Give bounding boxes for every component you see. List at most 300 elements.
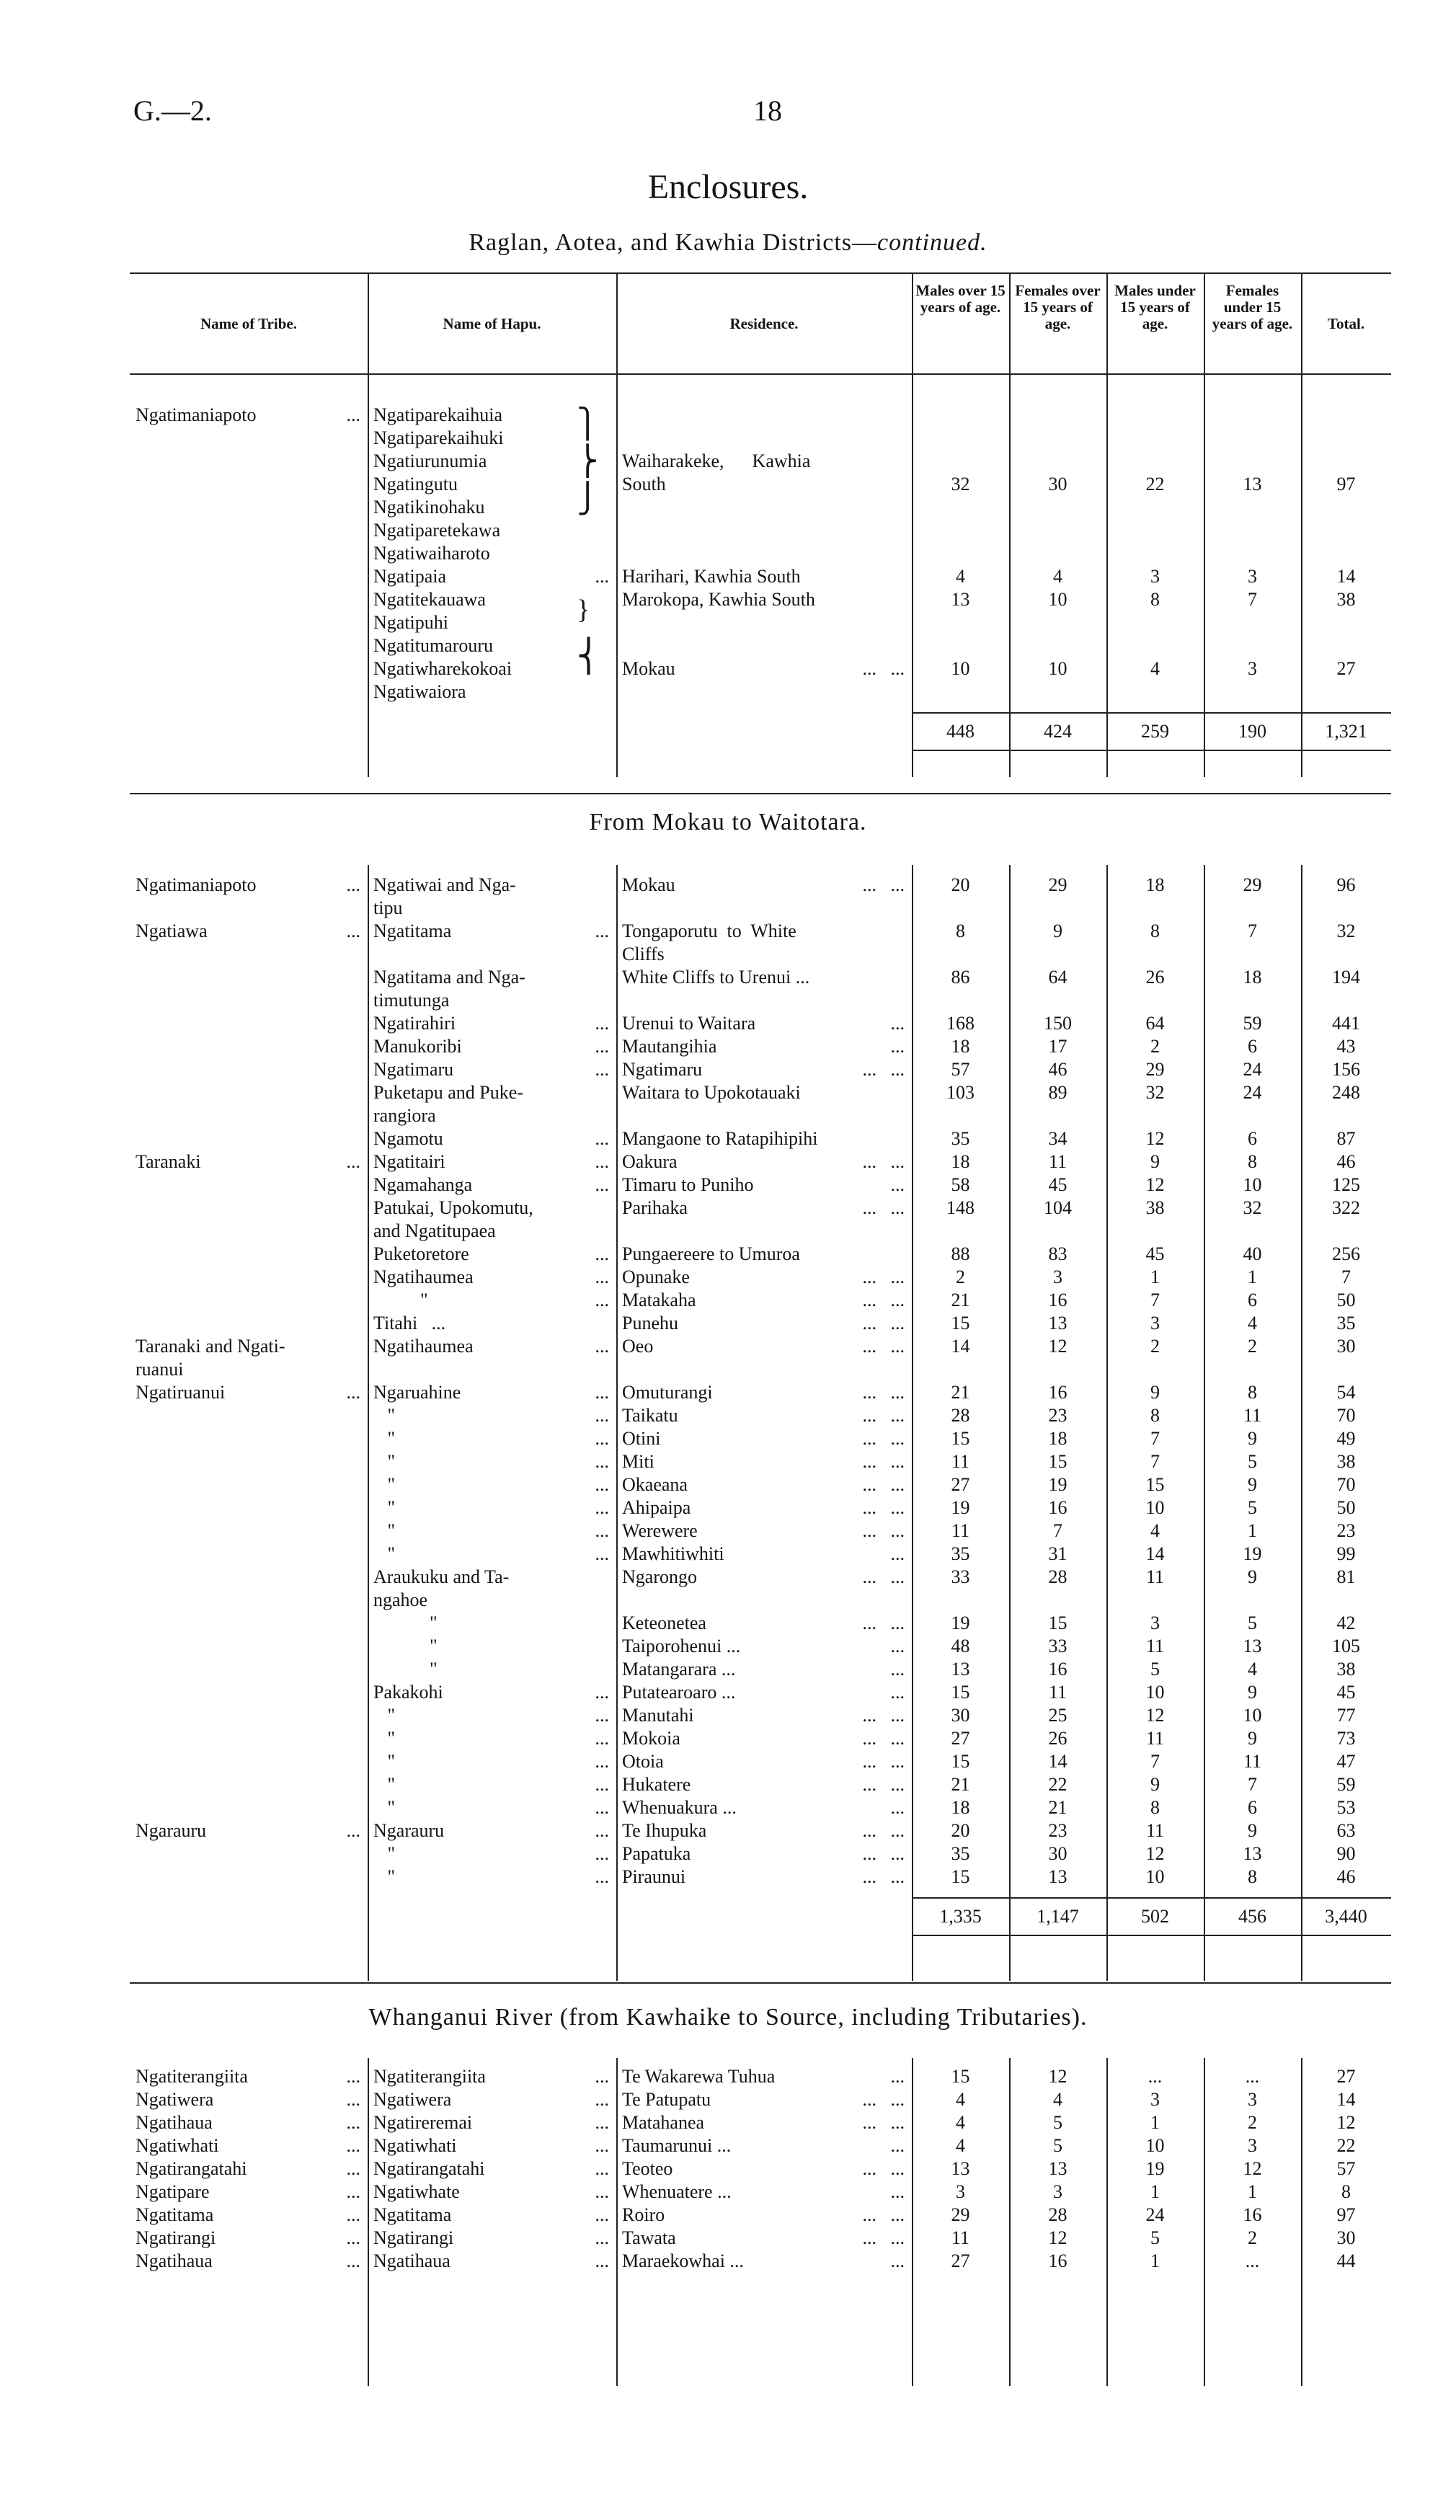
cell-text: Ngatitekauawa [373,589,486,610]
cell-text: Ngatiparekaihuki [373,427,504,448]
section1-title [0,229,1456,257]
leader-dots: ... ... [862,1428,905,1449]
table-row [130,1012,1391,1035]
cell-c4 [1204,611,1301,634]
cell-c1 [912,657,1009,680]
cell-text: 9 [1150,1774,1160,1795]
cell-c2 [1009,1750,1106,1773]
cell-text: 13 [951,1659,970,1680]
cell-tribe [130,1589,368,1612]
cell-tribe [130,1750,368,1773]
cell-c2 [1009,1335,1106,1358]
cell-text: Mokau [622,658,675,679]
cell-text: 15 [1145,1474,1165,1495]
cell-tribe [130,1635,368,1658]
cell-text: rangiora [373,1105,436,1126]
cell-text: 38 [1336,589,1356,610]
cell-c2 [1009,1865,1106,1889]
cell-c3 [1106,1658,1204,1681]
cell-hapu [368,1819,616,1842]
cell-tribe [130,1127,368,1150]
cell-text: 28 [1048,1566,1067,1587]
cell-tot [1301,1404,1391,1427]
cell-text: 16 [1243,2204,1262,2225]
leader-dots: ... [595,1151,609,1172]
cell-text: 21 [951,1290,970,1310]
cell-text: 86 [951,967,970,988]
cell-hapu [368,989,616,1012]
cell-c1 [912,1358,1009,1381]
table-row [130,1750,1391,1773]
cell-text: Ngatingutu [373,474,458,494]
cell-c3 [1106,542,1204,565]
cell-c1 [912,565,1009,588]
leader-dots: ... [595,1174,609,1195]
cell-tribe [130,1727,368,1750]
cell-c2 [1009,519,1106,542]
cell-c3 [1106,1266,1204,1289]
cell-res [616,1473,912,1496]
table-row [130,1658,1391,1681]
cell-res [616,1566,912,1589]
cell-text: 30 [951,1705,970,1726]
cell-tot [1301,1612,1391,1635]
table-row [130,657,1391,680]
cell-res [616,1658,912,1681]
cell-text: 3 [1150,1313,1160,1334]
table-row [130,1496,1391,1519]
cell-text: 44 [1336,2250,1356,2271]
cell-tribe [130,542,368,565]
cell-text: Taranaki and Ngati- [136,1336,285,1357]
cell-text: Ngatiwharekokoai [373,658,512,679]
column-header-3: Males over 15 years of age. [915,282,1006,316]
leader-dots: ... [890,1659,905,1680]
cell-tot [1301,1865,1391,1889]
cell-tribe [130,1104,368,1127]
cell-c2 [1009,1312,1106,1335]
cell-text: 8 [956,920,965,941]
cell-tribe [130,920,368,943]
cell-c3 [1106,943,1204,966]
cell-res [616,1058,912,1081]
cell-text: Hukatere [622,1774,691,1795]
cell-text: 32 [1243,1197,1262,1218]
cell-tribe [130,473,368,496]
cell-c4 [1204,1104,1301,1127]
cell-text: ... [1148,2066,1163,2087]
cell-tribe [130,966,368,989]
cell-c1 [912,519,1009,542]
cell-c3 [1106,2157,1204,2180]
cell-hapu [368,1104,616,1127]
cell-res [616,1081,912,1104]
leader-dots: ... [346,2250,360,2271]
cell-c4 [1204,1035,1301,1058]
table-row [130,2134,1391,2157]
leader-dots: ... [595,2135,609,2156]
cell-text: tipu [373,897,403,918]
cell-text: 12 [1048,2227,1067,2248]
cell-c3 [1106,1081,1204,1104]
cell-c4 [1204,1012,1301,1035]
cell-tot [1301,897,1391,920]
cell-text: Ngatiruanui [136,1382,226,1403]
cell-text: Parihaka [622,1197,688,1218]
cell-hapu [368,1658,616,1681]
cell-hapu [368,1335,616,1358]
leader-dots: ... [595,2158,609,2179]
cell-text: Taiporohenui ... [622,1636,741,1656]
cell-text: " [373,1636,438,1656]
cell-text: 63 [1336,1820,1356,1841]
cell-tot [1301,2088,1391,2111]
cell-text: 6 [1248,1128,1257,1149]
cell-res [616,657,912,680]
leader-dots: ... [890,1543,905,1564]
cell-text: 8 [1150,1405,1160,1426]
cell-c1 [912,2227,1009,2250]
cell-hapu [368,1035,616,1058]
cell-tot [1301,1842,1391,1865]
header-bottom-rule [130,373,1391,375]
spacer-row [130,704,1391,713]
page-reference: G.—2. [133,94,212,127]
cell-text: 19 [1145,2158,1165,2179]
cell-text: Papatuka [622,1843,691,1864]
cell-text: Taikatu [622,1405,678,1426]
cell-text: 11 [1145,1566,1165,1587]
cell-c3 [1106,404,1204,427]
cell-tribe [130,2111,368,2134]
cell-text: 29 [1048,874,1067,895]
cell-c4 [1204,473,1301,496]
cell-text: 11 [1145,1636,1165,1656]
cell-text: 7 [1248,1774,1257,1795]
cell-res [616,1750,912,1773]
cell-text: 9 [1248,1428,1257,1449]
cell-hapu [368,920,616,943]
cell-tot [1301,1773,1391,1796]
cell-c1 [912,1266,1009,1289]
cell-text: 14 [1336,2089,1356,2110]
cell-text: ... [1245,2066,1260,2087]
cell-res [616,1450,912,1473]
cell-hapu [368,897,616,920]
cell-text: Ngatitairi [373,1151,445,1172]
cell-c3 [1106,1727,1204,1750]
cell-c1 [912,1243,1009,1266]
cell-tribe [130,943,368,966]
cell-hapu [368,1174,616,1197]
cell-text: 4 [1248,1659,1257,1680]
cell-text: 23 [1336,1520,1356,1541]
cell-text: 46 [1336,1151,1356,1172]
cell-text: Matakaha [622,1290,696,1310]
cell-hapu [368,1727,616,1750]
cell-hapu [368,1197,616,1220]
cell-text: 15 [951,1313,970,1334]
cell-res [616,1381,912,1404]
cell-text: Ngamahanga [373,1174,473,1195]
leader-dots: ... [595,2204,609,2225]
cell-text: 2 [1248,1336,1257,1357]
total-cell: 502 [1106,1898,1204,1935]
cell-c4 [1204,1220,1301,1243]
cell-text: 15 [951,2066,970,2087]
table-row [130,989,1391,1012]
leader-dots: ... [346,1151,360,1172]
cell-c3 [1106,657,1204,680]
cell-c3 [1106,2204,1204,2227]
cell-text: 13 [1048,1313,1067,1334]
cell-c3 [1106,920,1204,943]
cell-tot [1301,1197,1391,1220]
cell-c4 [1204,588,1301,611]
cell-tot [1301,1150,1391,1174]
leader-dots: ... ... [862,1382,905,1403]
cell-c4 [1204,2204,1301,2227]
cell-c4 [1204,1150,1301,1174]
leader-dots: ... ... [862,1774,905,1795]
cell-text: 3 [1150,2089,1160,2110]
cell-tribe [130,1012,368,1035]
cell-c2 [1009,542,1106,565]
cell-res [616,1819,912,1842]
cell-text: 22 [1048,1774,1067,1795]
cell-tot [1301,1727,1391,1750]
cell-res [616,519,912,542]
cell-hapu [368,1127,616,1150]
cell-c4 [1204,1566,1301,1589]
cell-c4 [1204,2088,1301,2111]
cell-text: 21 [951,1382,970,1403]
cell-text: 32 [1336,920,1356,941]
cell-text: 22 [1145,474,1165,494]
cell-text: 18 [951,1797,970,1818]
cell-text: 19 [951,1612,970,1633]
cell-text: Mangaone to Ratapihipihi [622,1128,818,1149]
cell-tribe [130,1842,368,1865]
table-row [130,897,1391,920]
cell-tot [1301,920,1391,943]
leader-dots: ... [595,1128,609,1149]
cell-text: " [373,1520,396,1541]
cell-hapu [368,874,616,897]
leader-dots: ... [595,1474,609,1495]
cell-c1 [912,1865,1009,1889]
total-cell [368,713,616,750]
cell-text: 7 [1150,1428,1160,1449]
cell-tot [1301,1081,1391,1104]
cell-text: 256 [1332,1243,1360,1264]
cell-c3 [1106,966,1204,989]
cell-c1 [912,1427,1009,1450]
cell-c1 [912,1842,1009,1865]
cell-c4 [1204,1635,1301,1658]
leader-dots: ... [595,1774,609,1795]
table-row [130,1635,1391,1658]
column-header-2: Residence. [729,315,799,332]
cell-c4 [1204,2065,1301,2088]
cell-text: 19 [1243,1543,1262,1564]
cell-res [616,1681,912,1704]
cell-text: 2 [1248,2112,1257,2133]
cell-c4 [1204,1796,1301,1819]
cell-tot [1301,1174,1391,1197]
totals-row [130,1898,1391,1935]
cell-text: Ngatiwaiharoto [373,543,490,564]
cell-c3 [1106,2065,1204,2088]
cell-c4 [1204,1058,1301,1081]
cell-text: 4 [1248,1313,1257,1334]
cell-c2 [1009,1358,1106,1381]
leader-dots: ... [595,1290,609,1310]
cell-c2 [1009,1450,1106,1473]
cell-c4 [1204,519,1301,542]
cell-res [616,1727,912,1750]
cell-res [616,2088,912,2111]
total-cell [130,713,368,750]
cell-res [616,1404,912,1427]
table-row [130,473,1391,496]
table-row [130,1081,1391,1104]
cell-text: 9 [1248,1728,1257,1749]
cell-c4 [1204,1750,1301,1773]
cell-text: 13 [1243,1843,1262,1864]
cell-c3 [1106,1566,1204,1589]
cell-tribe [130,2250,368,2273]
cell-text: 45 [1048,1174,1067,1195]
cell-c1 [912,496,1009,519]
cell-text: Mokoia [622,1728,680,1749]
cell-tot [1301,1589,1391,1612]
cell-c4 [1204,1496,1301,1519]
cell-tribe [130,450,368,473]
cell-text: 12 [1336,2112,1356,2133]
cell-text: 2 [1248,2227,1257,2248]
cell-text: Ngatihaua [136,2112,213,2133]
cell-text: 10 [1048,658,1067,679]
table-row [130,1681,1391,1704]
cell-res [616,897,912,920]
cell-res [616,496,912,519]
leader-dots: ... [346,874,360,895]
cell-c4 [1204,1266,1301,1289]
cell-tot [1301,1519,1391,1543]
cell-tot [1301,496,1391,519]
section3-table [130,2065,1391,2273]
cell-c3 [1106,473,1204,496]
leader-dots: ... [890,2250,905,2271]
cell-res [616,1197,912,1220]
cell-text: 5 [1150,2227,1160,2248]
table-row [130,1150,1391,1174]
leader-dots: ... [595,1751,609,1772]
cell-res [616,2204,912,2227]
total-cell: 190 [1204,713,1301,750]
cell-text: 28 [1048,2204,1067,2225]
cell-text: 1 [1150,2112,1160,2133]
cell-hapu [368,1312,616,1335]
cell-tribe [130,496,368,519]
cell-text: 6 [1248,1797,1257,1818]
cell-text: Ngatitama [373,920,452,941]
cell-text: 8 [1248,1151,1257,1172]
cell-res [616,1773,912,1796]
cell-text: 13 [951,589,970,610]
cell-tribe [130,2227,368,2250]
cell-text: Ngarauru [136,1820,207,1841]
leader-dots: ... [890,2181,905,2202]
cell-c1 [912,1543,1009,1566]
cell-text: Matangarara ... [622,1659,736,1680]
leader-dots: ... [346,1382,360,1403]
cell-hapu [368,1773,616,1796]
cell-text: 27 [951,1474,970,1495]
cell-tot [1301,450,1391,473]
leader-dots: ... ... [862,1336,905,1357]
cell-text: 73 [1336,1728,1356,1749]
cell-c4 [1204,1773,1301,1796]
cell-tot [1301,966,1391,989]
cell-text: 64 [1048,967,1067,988]
cell-tot [1301,588,1391,611]
leader-dots: ... [890,1013,905,1034]
cell-c2 [1009,1635,1106,1658]
cell-text: Ngatiwera [136,2089,214,2110]
table-row [130,404,1391,427]
cell-c1 [912,2157,1009,2180]
cell-c1 [912,1127,1009,1150]
cell-tot [1301,1681,1391,1704]
cell-tribe [130,1035,368,1058]
cell-c1 [912,1473,1009,1496]
cell-hapu [368,1681,616,1704]
cell-text: Maraekowhai ... [622,2250,744,2271]
cell-c2 [1009,1589,1106,1612]
cell-c4 [1204,1427,1301,1450]
cell-c2 [1009,634,1106,657]
cell-c3 [1106,1174,1204,1197]
leader-dots: ... [890,1797,905,1818]
cell-c4 [1204,565,1301,588]
cell-text: 3 [956,2181,965,2202]
column-header-7: Total. [1327,315,1365,332]
cell-text: Ngatiwhati [136,2135,219,2156]
cell-text: Oakura [622,1151,678,1172]
cell-text: 70 [1336,1405,1356,1426]
cell-text: Okaeana [622,1474,688,1495]
cell-hapu [368,2157,616,2180]
cell-text: Te Wakarewa Tuhua [622,2066,776,2087]
cell-c2 [1009,1658,1106,1681]
table-row [130,1243,1391,1266]
cell-text: 194 [1332,967,1360,988]
cell-text: 10 [1145,1497,1165,1518]
cell-text: 54 [1336,1382,1356,1403]
cell-text: Taumarunui ... [622,2135,732,2156]
cell-text: 18 [1243,967,1262,988]
cell-text: 5 [1150,1659,1160,1680]
cell-text: 8 [1150,1797,1160,1818]
cell-text: Waitara to Upokotauaki [622,1082,801,1103]
cell-text: Ngatitama [373,2204,452,2225]
leader-dots: ... [595,1336,609,1357]
cell-text: " [373,1474,396,1495]
cell-c2 [1009,1519,1106,1543]
cell-tribe [130,634,368,657]
